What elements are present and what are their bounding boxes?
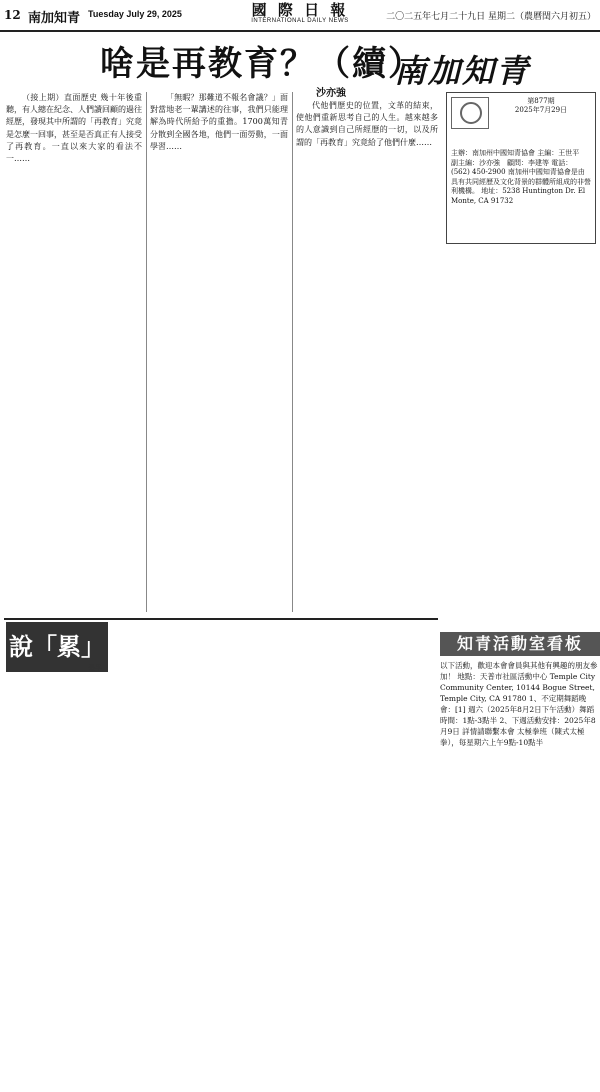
article-text: 「無暇？那難道不報名會議？」面對當地老一輩講述的往事，我們只能理解為時代所給予的重擔。1700萬知青分散到全國各地，他們一面勞動，一面學習……: [150, 93, 288, 151]
info-lines: 主辦：南加州中國知青協會 主編：王世平 副主編：沙亦強 顧問：李建等 電話：(562) 450-2900 南加州中國知青協會是由具有共同經歷及文化背景的群體所組成的非營利機構。 地址：5238 Huntington Dr. El Monte, CA 91732: [451, 149, 591, 205]
article-author: 沙亦強: [316, 88, 346, 99]
issue-number: 第877期: [527, 97, 555, 105]
issue-info: [491, 97, 591, 115]
article-column-3: [296, 100, 438, 612]
essay-author: 張平: [88, 664, 102, 672]
article-title: 啥是再教育？（續）: [100, 44, 424, 84]
notice-title: 知青活動室看板: [440, 632, 600, 656]
divider: [146, 92, 147, 612]
masthead: [220, 2, 380, 24]
notice-body: 以下活動，歡迎本會會員與其他有興趣的朋友參加！ 地點：天普市社區活動中心 Temple City Community Center, 10144 Bogue Street, Temple City, CA 91780 1、不定期舞蹈晚會：[1] 週六（2025年8月2日下午活動）舞蹈時間：1點-3點半 2、下週活動安排：2025年8月9日 詳情請聯繫本會 太極拳班（陳式太極拳），每星期六上午9點-10點半: [440, 661, 598, 747]
masthead-en: INTERNATIONAL DAILY NEWS: [251, 18, 349, 24]
association-logo-icon: [451, 97, 489, 129]
article-text: （接上期）直面歷史 幾十年後重聽，有人總在紀念、人們讀回顧的過往經歷，發現其中所謂的「再教育」究竟是怎麼一回事，甚至是否真正有人接受了再教育。一直以來大家的看法不一……: [6, 93, 142, 164]
masthead-cn: 國 際 日 報: [251, 1, 349, 19]
page-number: 12: [4, 8, 21, 22]
info-box: [446, 92, 596, 244]
essay-title: 說「累」: [6, 622, 108, 672]
section-name: 南加知青: [28, 11, 81, 26]
divider: [292, 92, 293, 612]
article-column-2: [150, 92, 288, 612]
article-column-1: [6, 92, 142, 612]
notice-board: [440, 660, 600, 928]
article-text: 代他們歷史的位置，文革的結束，使他們重新思考自己的人生。越來越多的人意識到自己所經歷的一切，以及所謂的「再教育」究竟給了他們什麼……: [296, 101, 438, 147]
date-en: Tuesday July 29, 2025: [88, 9, 182, 19]
date-cn: 二〇二五年七月二十九日 星期二（農曆閏六月初五）: [386, 12, 596, 22]
page-header: [0, 0, 600, 32]
section-rule: [4, 618, 438, 620]
brand-logo-text: 南加知青: [394, 52, 531, 90]
issue-date: 2025年7月29日: [514, 106, 568, 114]
